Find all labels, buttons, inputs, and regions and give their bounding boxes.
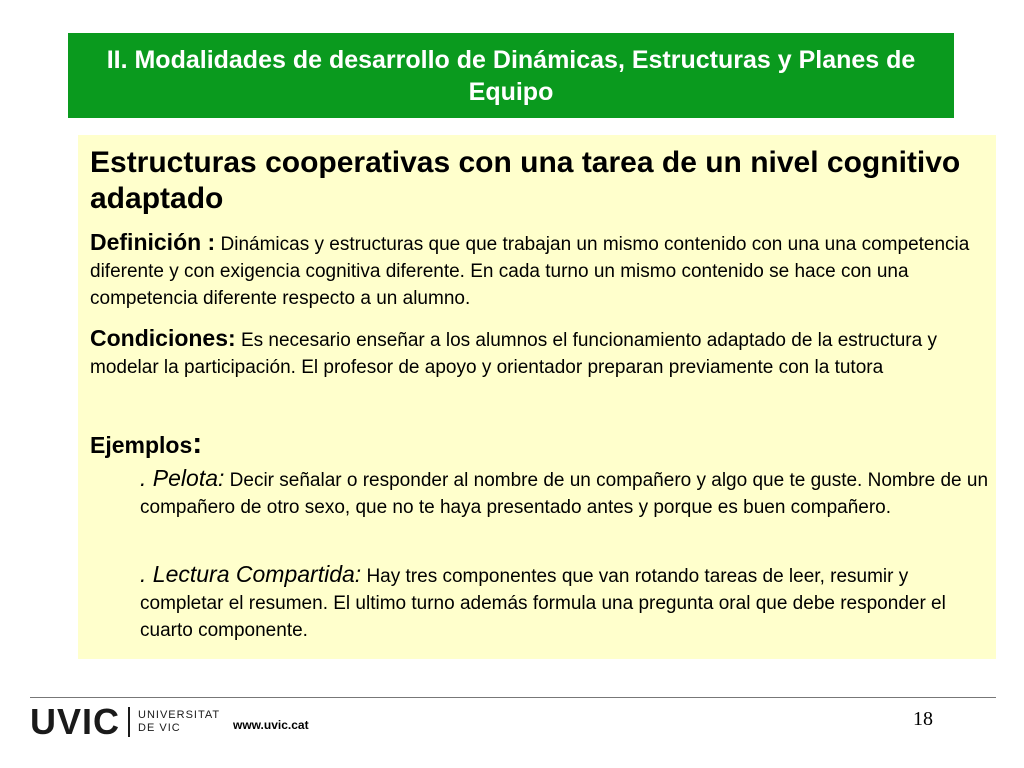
example-text: Decir señalar o responder al nombre de un compañero y algo que te guste. Nombre de un compañero de otro sexo, que no te haya presentado antes y porque es buen compañero.: [140, 470, 989, 518]
example-title: . Pelota: [140, 465, 218, 491]
example-separator: :: [218, 465, 225, 491]
examples-heading: [90, 427, 202, 461]
example-pelota: [140, 465, 990, 521]
logo-wordmark: [138, 709, 220, 735]
example-title: . Lectura Compartida: [140, 561, 355, 587]
footer-url[interactable]: www.uvic.cat: [233, 718, 309, 732]
example-lectura-compartida: [140, 561, 990, 644]
slide-title-bar: [68, 33, 954, 118]
footer-divider: [30, 697, 996, 698]
definition-label: Definición :: [90, 229, 216, 255]
uvic-logo: [30, 701, 221, 742]
logo-mark: UVIC: [30, 701, 121, 742]
example-separator: :: [354, 561, 362, 587]
page-number: 18: [913, 708, 933, 730]
conditions-label: Condiciones:: [90, 325, 236, 351]
slide-title: II. Modalidades de desarrollo de Dinámicas, Estructuras y Planes de Equipo: [106, 45, 916, 106]
logo-line-2: DE VIC: [138, 722, 181, 734]
examples-colon: :: [192, 427, 203, 460]
conditions-text: Es necesario enseñar a los alumnos el funcionamiento adaptado de la estructura y modelar la participación. El profesor de apoyo y orientador preparan previamente con la tutora: [90, 330, 937, 378]
example-text: Hay tres componentes que van rotando tareas de leer, resumir y completar el resumen. El ultimo turno además formula una pregunta oral que debe responder el cuarto componente.: [140, 566, 946, 641]
conditions-paragraph: [90, 325, 985, 381]
examples-label: Ejemplos: [90, 432, 193, 458]
definition-text: Dinámicas y estructuras que que trabajan un mismo contenido con una una competencia diferente y con exigencia cognitiva diferente. En cada turno un mismo contenido se hace con una competencia diferente respecto a un alumno.: [90, 234, 970, 309]
logo-line-1: UNIVERSITAT: [138, 709, 221, 721]
logo-divider: [128, 707, 130, 737]
content-box: [78, 135, 996, 659]
section-heading: Estructuras cooperativas con una tarea de un nivel cognitivo adaptado: [90, 146, 961, 215]
definition-paragraph: [90, 229, 985, 312]
